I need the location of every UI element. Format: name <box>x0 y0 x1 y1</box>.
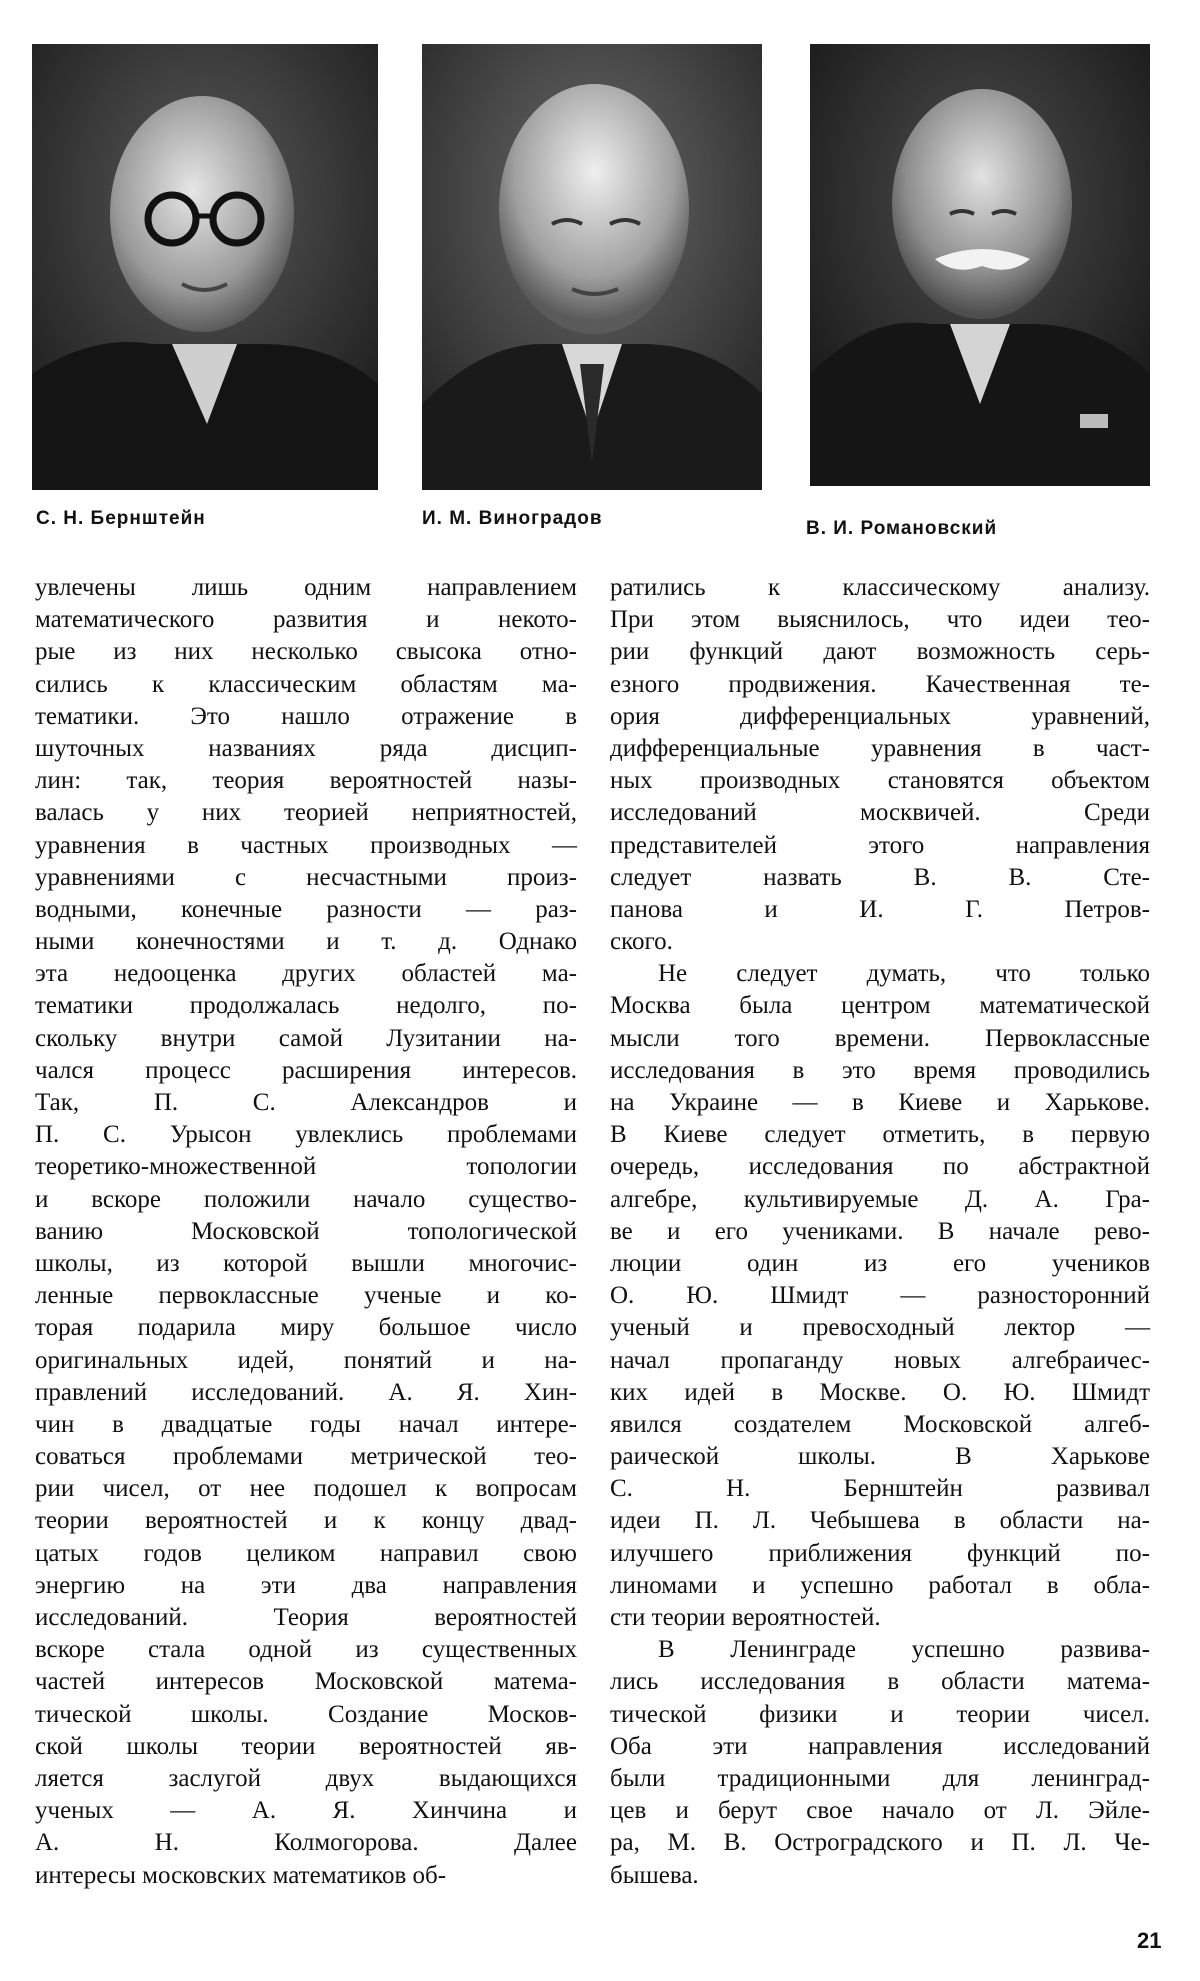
text-line: В Киеве следует отметить, в первую <box>610 1121 1150 1149</box>
photo-caption: С. Н. Бернштейн <box>36 508 206 529</box>
text-line: А. Н. Колмогорова. Далее <box>35 1829 577 1857</box>
text-line: линомами и успешно работал в обла- <box>610 1571 1150 1599</box>
text-line: интересы московских математиков об- <box>35 1861 447 1889</box>
text-line: рии чисел, от нее подошел к вопросам <box>35 1475 577 1503</box>
text-line: езного продвижения. Качественная те- <box>610 670 1150 698</box>
text-column-right <box>610 572 1150 1892</box>
text-line: О. Ю. Шмидт — разносторонний <box>610 1282 1150 1310</box>
text-line: В Ленинграде успешно развива- <box>658 1636 1150 1664</box>
text-line: Так, П. С. Александров и <box>35 1089 577 1116</box>
text-line: ванию Московской топологической <box>35 1217 577 1245</box>
text-line: раической школы. В Харькове <box>610 1443 1150 1471</box>
text-line: оригинальных идей, понятий и на- <box>35 1346 577 1374</box>
text-line: С. Н. Бернштейн развивал <box>610 1475 1150 1503</box>
text-line: ленные первоклассные ученые и ко- <box>35 1282 577 1310</box>
text-line: идеи П. Л. Чебышева в области на- <box>610 1507 1150 1535</box>
text-line: Не следует думать, что только <box>658 960 1150 988</box>
text-line: Оба эти направления исследований <box>610 1732 1150 1760</box>
text-line: на Украине — в Киеве и Харькове. <box>610 1089 1150 1116</box>
text-line: теоретико-множественной топологии <box>35 1153 577 1181</box>
paragraph <box>610 572 1150 958</box>
text-line: валась у них теорией неприятностей, <box>35 799 577 827</box>
text-line: следует назвать В. В. Сте- <box>610 863 1150 891</box>
text-line: шуточных названиях ряда дисцип- <box>35 734 577 762</box>
text-line: и вскоре положили начало существо- <box>35 1185 577 1213</box>
text-line: тической физики и теории чисел. <box>610 1700 1150 1728</box>
text-line: ными конечностями и т. д. Однако <box>35 928 577 956</box>
text-line: ория дифференциальных уравнений, <box>610 702 1150 730</box>
text-line: мысли того времени. Первоклассные <box>610 1024 1150 1052</box>
portrait-photo-bernstein <box>32 44 378 490</box>
portrait-photo-vinogradov <box>422 44 762 490</box>
text-line: панова и И. Г. Петров- <box>610 895 1150 923</box>
text-line: очередь, исследования по абстрактной <box>610 1153 1150 1181</box>
text-line: П. С. Урысон увлеклись проблемами <box>35 1121 577 1149</box>
photo-caption: И. М. Виноградов <box>422 508 603 529</box>
text-line: Москва была центром математической <box>610 992 1150 1020</box>
text-line: алгебре, культивируемые Д. А. Гра- <box>610 1185 1150 1213</box>
text-line: частей интересов Московской матема- <box>35 1668 577 1696</box>
text-line: лись исследования в области матема- <box>610 1668 1150 1696</box>
portrait-photo-romanovsky <box>810 44 1150 486</box>
text-line: представителей этого направления <box>610 831 1150 859</box>
text-line: исследований москвичей. Среди <box>610 799 1150 827</box>
text-line: ких идей в Москве. О. Ю. Шмидт <box>610 1378 1150 1406</box>
text-line: При этом выяснилось, что идеи тео- <box>610 606 1150 634</box>
text-line: ского. <box>610 928 673 956</box>
portrait-image <box>810 44 1150 486</box>
text-line: соваться проблемами метрической тео- <box>35 1443 577 1471</box>
text-line: энергию на эти два направления <box>35 1571 577 1599</box>
text-line: сились к классическим областям ма- <box>35 670 577 698</box>
text-line: чался процесс расширения интересов. <box>35 1056 577 1084</box>
portrait-image <box>32 44 378 490</box>
text-line: бышева. <box>610 1861 699 1889</box>
text-column-left <box>35 572 577 1892</box>
text-line: теории вероятностей и к концу двад- <box>35 1507 577 1535</box>
text-line: ра, М. В. Остроградского и П. Л. Че- <box>610 1829 1150 1857</box>
text-line: уравнениями с несчастными произ- <box>35 863 577 891</box>
text-line: скольку внутри самой Лузитании на- <box>35 1024 577 1052</box>
portrait-image <box>422 44 762 490</box>
text-line: уравнения в частных производных — <box>35 831 577 859</box>
text-line: начал пропаганду новых алгебраичес- <box>610 1346 1150 1374</box>
paragraph <box>610 958 1150 1634</box>
text-line: цев и берут свое начало от Л. Эйле- <box>610 1797 1150 1825</box>
text-line: ученый и превосходный лектор — <box>610 1314 1150 1342</box>
text-line: сти теории вероятностей. <box>610 1604 881 1631</box>
text-line: ратились к классическому анализу. <box>610 574 1150 601</box>
page-number: 21 <box>1137 1928 1162 1953</box>
text-line: математического развития и некото- <box>35 606 577 634</box>
text-line: ской школы теории вероятностей яв- <box>35 1732 577 1760</box>
text-line: эта недооценка других областей ма- <box>35 960 577 988</box>
text-line: ных производных становятся объектом <box>610 767 1150 795</box>
text-line: тематики продолжалась недолго, по- <box>35 992 577 1020</box>
text-line: люции один из его учеников <box>610 1249 1150 1277</box>
text-line: тической школы. Создание Москов- <box>35 1700 577 1728</box>
text-line: илучшего приближения функций по- <box>610 1539 1150 1567</box>
text-line: увлечены лишь одним направлением <box>35 574 577 601</box>
text-line: были традиционными для ленинград- <box>610 1764 1150 1792</box>
text-line: лин: так, теория вероятностей назы- <box>35 767 577 795</box>
text-line: дифференциальные уравнения в част- <box>610 734 1150 762</box>
text-line: вскоре стала одной из существенных <box>35 1636 577 1664</box>
text-line: цатых годов целиком направил свою <box>35 1539 577 1567</box>
text-line: торая подарила миру большое число <box>35 1314 577 1342</box>
text-line: правлений исследований. А. Я. Хин- <box>35 1378 577 1406</box>
text-line: рии функций дают возможность серь- <box>610 638 1150 666</box>
photo-caption: В. И. Романовский <box>806 518 998 539</box>
text-line: ученых — А. Я. Хинчина и <box>35 1797 577 1825</box>
text-line: чин в двадцатые годы начал интере- <box>35 1410 577 1438</box>
paragraph <box>610 1634 1150 1892</box>
text-line: ляется заслугой двух выдающихся <box>35 1764 577 1792</box>
text-line: рые из них несколько свысока отно- <box>35 638 577 666</box>
text-line: явился создателем Московской алгеб- <box>610 1410 1150 1438</box>
text-line: ве и его учениками. В начале рево- <box>610 1217 1150 1245</box>
text-line: исследований. Теория вероятностей <box>35 1604 577 1631</box>
text-line: школы, из которой вышли многочис- <box>35 1249 577 1277</box>
text-line: тематики. Это нашло отражение в <box>35 702 577 730</box>
text-line: водными, конечные разности — раз- <box>35 895 577 923</box>
text-line: исследования в это время проводились <box>610 1056 1150 1084</box>
